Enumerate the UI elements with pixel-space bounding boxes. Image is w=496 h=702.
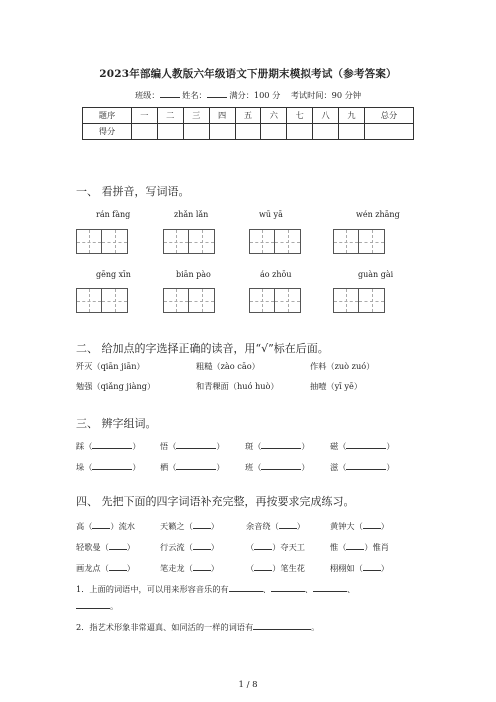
answer-blank[interactable] (363, 562, 381, 571)
score-header-cell: 五 (235, 108, 261, 124)
idiom-part: 惟 (330, 542, 339, 552)
grid-cell[interactable] (163, 229, 189, 254)
idiom-part: 高 (76, 521, 85, 531)
idiom-item: 高（ ）流水 (76, 521, 135, 531)
writing-grid[interactable] (76, 288, 128, 313)
writing-grid[interactable] (163, 288, 215, 313)
grid-cell[interactable] (102, 229, 128, 254)
answer-blank[interactable] (229, 583, 263, 592)
answer-blank[interactable] (254, 562, 272, 571)
score-cell[interactable] (131, 124, 157, 140)
section-4-title: 四、 先把下面的四字词语补充完整，再按要求完成练习。 (76, 495, 355, 508)
grid-cell[interactable] (76, 288, 102, 313)
answer-blank[interactable] (261, 461, 301, 470)
full-score: 满分：100 分 (229, 90, 281, 100)
idiom-part: 流水 (118, 521, 135, 531)
char: 滋 (330, 462, 339, 472)
class-label: 班级： (134, 90, 160, 100)
answer-blank[interactable] (109, 562, 127, 571)
exam-time: 考试时间：90 分钟 (290, 90, 362, 100)
word-item: 栖（ ） (160, 462, 225, 472)
idiom-part: 余音绕 (246, 521, 271, 531)
char: 磁 (330, 441, 339, 451)
writing-grid[interactable] (333, 229, 385, 254)
idiom-item: 笔走龙（ ） (160, 563, 219, 573)
idiom-item: 画龙点（ ） (76, 563, 135, 573)
idiom-part: 笔走龙 (160, 563, 185, 573)
page-title: 2023年部编人教版六年级语文下册期末模拟考试（参考答案） (99, 68, 397, 80)
grid-cell[interactable] (163, 288, 189, 313)
answer-blank[interactable] (92, 440, 132, 449)
score-cell[interactable] (183, 124, 209, 140)
pinyin-label: guàn gài (358, 270, 394, 279)
answer-blank[interactable] (346, 461, 386, 470)
score-header-cell: 总分 (364, 108, 413, 124)
grid-cell[interactable] (76, 229, 102, 254)
answer-blank[interactable] (254, 541, 272, 550)
section-3-title: 三、 辨字组词。 (76, 417, 157, 430)
pinyin-label: wén zhāng (356, 210, 400, 219)
score-cell[interactable] (235, 124, 261, 140)
idiom-item: 黄钟大（ ） (330, 521, 389, 531)
char: 垛 (76, 462, 85, 472)
score-cell[interactable] (339, 124, 365, 140)
idiom-part: 天籁之 (160, 521, 185, 531)
answer-blank[interactable] (271, 583, 305, 592)
grid-cell[interactable] (275, 288, 301, 313)
score-cell[interactable] (364, 124, 413, 140)
score-header-cell: 题序 (83, 108, 132, 124)
char: 班 (245, 462, 254, 472)
answer-blank[interactable] (109, 541, 127, 550)
idiom-item: 行云流（ ） (160, 542, 219, 552)
writing-grid[interactable] (249, 288, 301, 313)
writing-grid[interactable] (76, 229, 128, 254)
answer-blank[interactable] (313, 583, 347, 592)
score-cell[interactable] (157, 124, 183, 140)
answer-blank[interactable] (346, 440, 386, 449)
idiom-item: 天籁之（ ） (160, 521, 219, 531)
char: 栖 (160, 462, 169, 472)
char: 踩 (76, 441, 85, 451)
score-table (82, 107, 414, 140)
question-1: 1．上面的词语中，可以用来形容音乐的有 、 、 、 (76, 584, 356, 594)
answer-blank[interactable] (76, 600, 110, 609)
reading-choice: 抽噎（yī yē） (310, 381, 363, 391)
writing-grid[interactable] (333, 288, 385, 313)
exam-info (0, 89, 496, 101)
idiom-item: 轻歌曼（ ） (76, 542, 135, 552)
word-item: 磁（ ） (330, 441, 395, 451)
grid-cell[interactable] (249, 229, 275, 254)
grid-cell[interactable] (359, 288, 385, 313)
answer-blank[interactable] (176, 440, 216, 449)
char: 斑 (245, 441, 254, 451)
char: 悟 (160, 441, 169, 451)
reading-choice: 勉强（qiǎng jiàng） (76, 381, 156, 391)
writing-grid[interactable] (163, 229, 215, 254)
score-row-label: 得分 (83, 124, 132, 140)
question-1-cont: 。 (76, 600, 118, 612)
pinyin-label: rán fàng (96, 210, 131, 219)
pinyin-label: wū yā (259, 210, 283, 219)
writing-grid[interactable] (249, 229, 301, 254)
answer-blank[interactable] (193, 541, 211, 550)
section-2-title: 二、 给加点的字选择正确的读音，用“√”标在后面。 (76, 342, 329, 355)
word-item: 班（ ） (245, 462, 310, 472)
answer-blank[interactable] (193, 520, 211, 529)
score-cell[interactable] (287, 124, 313, 140)
score-header-cell: 七 (287, 108, 313, 124)
reading-choice: 粗糙（zào cāo） (196, 361, 260, 371)
idiom-part: 行云流 (160, 542, 185, 552)
word-item: 斑（ ） (245, 441, 310, 451)
answer-blank[interactable] (92, 520, 110, 529)
pinyin-label: áo zhōu (260, 270, 292, 279)
grid-cell[interactable] (189, 229, 215, 254)
grid-cell[interactable] (333, 229, 359, 254)
score-header-cell: 八 (313, 108, 339, 124)
idiom-part: 黄钟大 (330, 521, 355, 531)
question-1-text: 1．上面的词语中，可以用来形容音乐的有 (76, 584, 229, 594)
answer-blank[interactable] (176, 461, 216, 470)
name-blank (207, 89, 227, 98)
class-blank (160, 89, 180, 98)
score-row (83, 124, 414, 140)
reading-choice: 和青稞面（huó huò） (196, 381, 279, 391)
question-2: 2．指艺术形象非常逼真、如同活的一样的词语有 。 (76, 622, 320, 632)
grid-cell[interactable] (102, 288, 128, 313)
score-cell[interactable] (313, 124, 339, 140)
answer-blank[interactable] (261, 440, 301, 449)
grid-cell[interactable] (275, 229, 301, 254)
pinyin-label: gēng xīn (96, 270, 131, 279)
grid-cell[interactable] (333, 288, 359, 313)
pinyin-label: zhǎn lǎn (174, 210, 209, 219)
question-2-text: 2．指艺术形象非常逼真、如同活的一样的词语有 (76, 622, 254, 632)
pinyin-label: biān pào (176, 270, 211, 279)
score-header-cell: 三 (183, 108, 209, 124)
answer-blank[interactable] (346, 541, 364, 550)
idiom-part: 画龙点 (76, 563, 101, 573)
score-header-cell: 四 (209, 108, 235, 124)
idiom-part: 惟肖 (372, 542, 389, 552)
idiom-item: 余音绕（ ） (246, 521, 305, 531)
answer-blank[interactable] (193, 562, 211, 571)
word-item: 悟（ ） (160, 441, 225, 451)
name-label: 姓名： (182, 90, 207, 100)
word-item: 踩（ ） (76, 441, 141, 451)
idiom-part: 栩栩如 (330, 563, 355, 573)
score-header-row (83, 108, 414, 124)
idiom-item: （ ）夺天工 (246, 542, 305, 552)
score-cell[interactable] (209, 124, 235, 140)
grid-cell[interactable] (249, 288, 275, 313)
section-1-title: 一、 看拼音，写词语。 (76, 185, 190, 198)
grid-cell[interactable] (359, 229, 385, 254)
answer-blank[interactable] (253, 621, 311, 630)
grid-cell[interactable] (189, 288, 215, 313)
page-number: 1 / 8 (238, 680, 258, 690)
score-header-cell: 一 (131, 108, 157, 124)
idiom-part: 轻歌曼 (76, 542, 101, 552)
score-cell[interactable] (261, 124, 287, 140)
answer-blank[interactable] (279, 520, 297, 529)
score-header-cell: 六 (261, 108, 287, 124)
idiom-part: 夺天工 (280, 542, 305, 552)
score-header-cell: 二 (157, 108, 183, 124)
reading-choice: 作料（zuò zuó） (310, 361, 375, 371)
idiom-item: 惟（ ）惟肖 (330, 542, 389, 552)
answer-blank[interactable] (363, 520, 381, 529)
word-item: 滋（ ） (330, 462, 395, 472)
idiom-part: 笔生花 (280, 563, 305, 573)
score-header-cell: 九 (339, 108, 365, 124)
answer-blank[interactable] (92, 461, 132, 470)
reading-choice: 歼灭（qiān jiān） (76, 361, 145, 371)
idiom-item: 栩栩如（ ） (330, 563, 389, 573)
idiom-item: （ ）笔生花 (246, 563, 305, 573)
word-item: 垛（ ） (76, 462, 141, 472)
